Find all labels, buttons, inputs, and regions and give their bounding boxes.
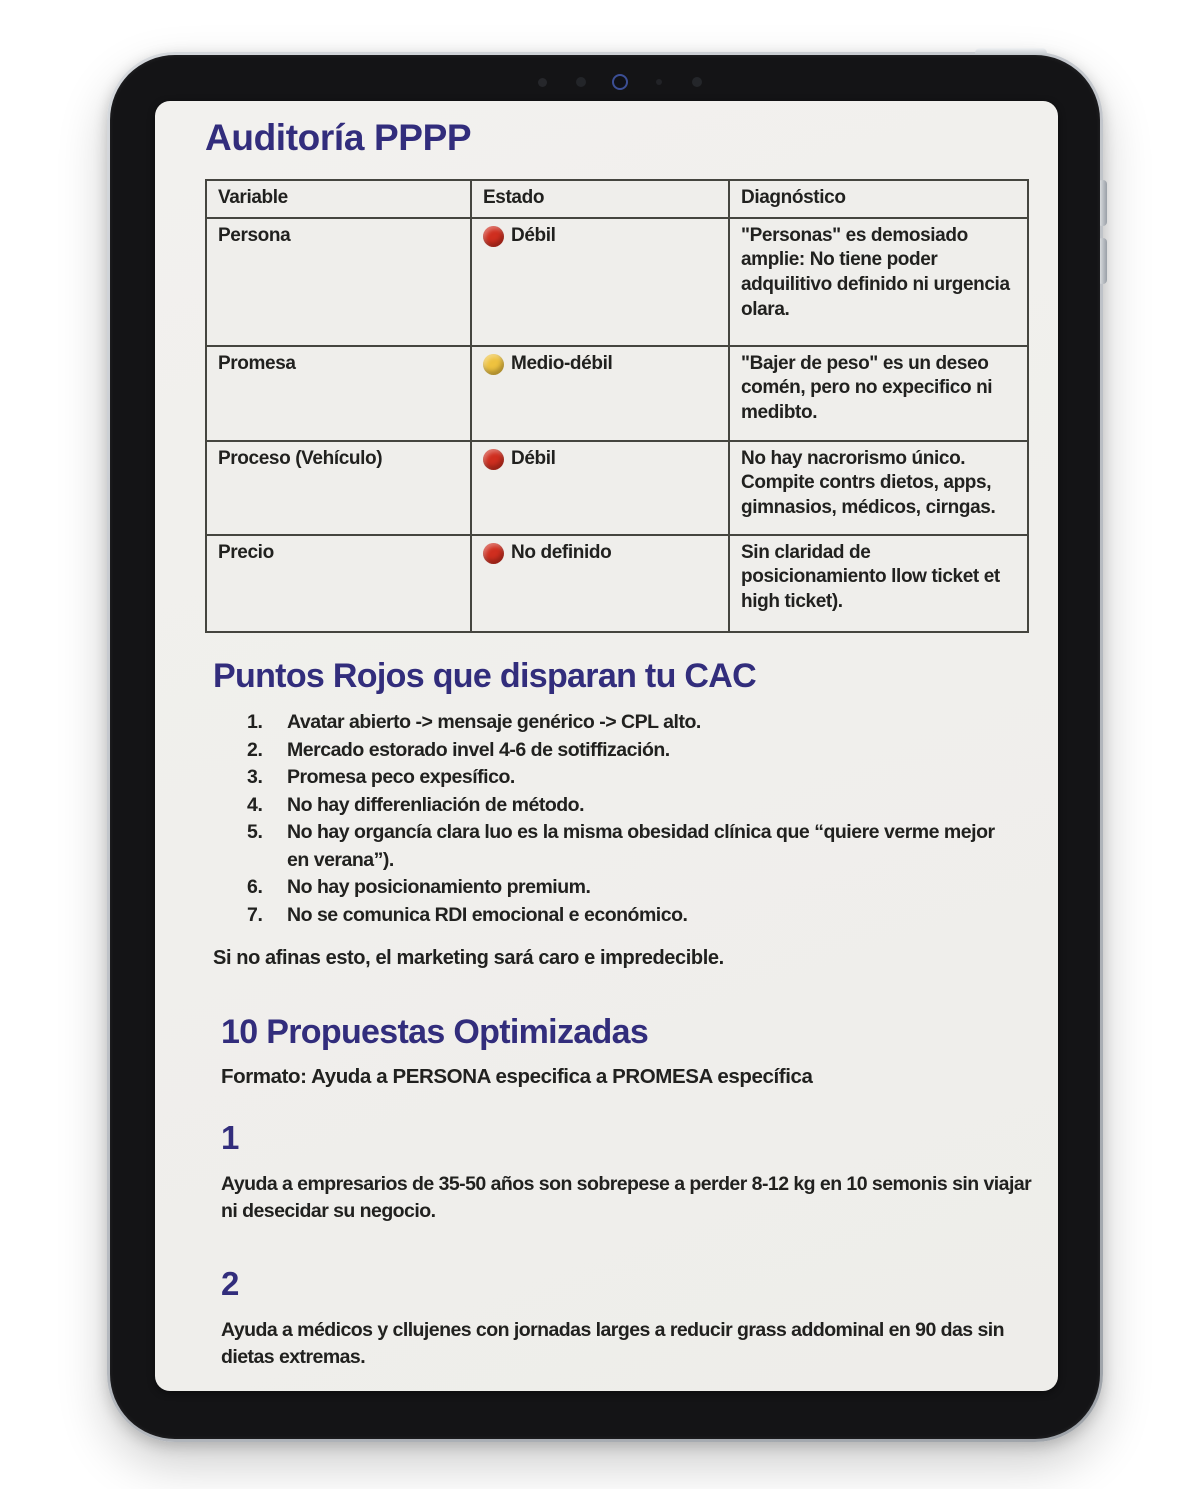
- audit-table: [205, 179, 1029, 633]
- sensor-dot-icon: [538, 78, 547, 87]
- section-heading-propuestas: 10 Propuestas Optimizadas: [221, 1013, 649, 1051]
- puntos-rojos-list: [243, 709, 1013, 929]
- list-item-text: Promesa peco expesífico.: [287, 766, 515, 788]
- list-item: [243, 874, 1013, 902]
- list-item-text: No se comunica RDI emocional e económico.: [287, 903, 688, 926]
- sensor-dot-icon: [656, 79, 662, 85]
- list-item-text: No hay differenliación de método.: [287, 793, 585, 816]
- estado-label: Medio-débil: [511, 352, 613, 374]
- status-dot-icon: [483, 354, 504, 375]
- proposal-number: 2: [221, 1265, 239, 1302]
- diagnostico-cell: "Personas" es demosiado amplie: No tiene poder adquilitivo definido ni urgencia olara.: [729, 218, 1028, 346]
- table-row: [206, 441, 1028, 535]
- status-dot-icon: [483, 543, 504, 564]
- tablet-screen: [155, 101, 1058, 1391]
- status-dot-icon: [483, 226, 504, 247]
- estado-label: No definido: [511, 541, 612, 563]
- estado-cell: [471, 218, 729, 346]
- column-header-variable: Variable: [206, 180, 471, 218]
- proposal-item: [221, 1119, 1047, 1226]
- table-row: [206, 346, 1028, 441]
- list-item-number: 4.: [247, 793, 263, 816]
- list-item: [243, 709, 1013, 737]
- list-item-number: 1.: [247, 711, 263, 733]
- sensor-dot-icon: [576, 77, 586, 87]
- estado-cell: [471, 535, 729, 632]
- list-item: [243, 764, 1013, 792]
- estado-label: Débil: [511, 447, 556, 469]
- diagnostico-cell: No hay nacrorismo único. Compite contrs dietos, apps, gimnasios, médicos, cirngas.: [729, 441, 1028, 535]
- proposal-text: Ayuda a empresarios de 35-50 años son sobrepese a perder 8-12 kg en 10 semonis sin viajar ni desecidar su negocio.: [221, 1173, 1032, 1223]
- proposal-text: Ayuda a médicos y cllujenes con jornadas larges a reducir grass addominal en 90 das sin dietas extremas.: [221, 1319, 1005, 1369]
- list-item-text: No hay organcía clara luo es la misma obesidad clínica que “quiere verme mejor en verana”).: [287, 821, 995, 871]
- list-item-number: 6.: [247, 876, 263, 898]
- variable-cell: Precio: [206, 535, 471, 632]
- diagnostico-cell: Sin claridad de posicionamiento llow ticket et high ticket).: [729, 535, 1028, 632]
- table-row: [206, 535, 1028, 632]
- list-item: [243, 819, 1013, 874]
- column-header-estado: Estado: [471, 180, 729, 218]
- table-row: [206, 218, 1028, 346]
- list-item: [243, 792, 1013, 820]
- table-header-row: [206, 180, 1028, 218]
- status-dot-icon: [483, 449, 504, 470]
- section-heading-puntos-rojos: Puntos Rojos que disparan tu CAC: [213, 657, 757, 695]
- variable-cell: Persona: [206, 218, 471, 346]
- list-item: [243, 902, 1013, 930]
- front-camera-cluster: [530, 73, 720, 91]
- list-item-number: 5.: [247, 821, 263, 843]
- estado-cell: [471, 441, 729, 535]
- proposal-number: 1: [221, 1119, 239, 1156]
- list-item-number: 7.: [247, 903, 263, 926]
- variable-cell: Proceso (Vehículo): [206, 441, 471, 535]
- page-title: Auditoría PPPP: [205, 117, 472, 158]
- tablet-bezel: [110, 55, 1100, 1439]
- sensor-dot-icon: [692, 77, 702, 87]
- estado-cell: [471, 346, 729, 441]
- column-header-diagnostico: Diagnóstico: [729, 180, 1028, 218]
- list-item: [243, 737, 1013, 765]
- warning-note: Si no afinas esto, el marketing sará caro e impredecible.: [213, 947, 724, 969]
- list-item-number: 3.: [247, 766, 263, 788]
- front-camera-icon: [614, 76, 626, 88]
- list-item-number: 2.: [247, 738, 263, 761]
- variable-cell: Promesa: [206, 346, 471, 441]
- list-item-text: No hay posicionamiento premium.: [287, 876, 591, 898]
- list-item-text: Avatar abierto -> mensaje genérico -> CPL alto.: [287, 711, 701, 733]
- estado-label: Débil: [511, 224, 556, 246]
- tablet-device: [107, 52, 1103, 1442]
- proposal-item: [221, 1265, 1047, 1372]
- format-line: Formato: Ayuda a PERSONA especifica a PROMESA específica: [221, 1065, 813, 1088]
- list-item-text: Mercado estorado invel 4-6 de sotiffización.: [287, 738, 670, 761]
- diagnostico-cell: "Bajer de peso" es un deseo comén, pero no expecifico ni medibto.: [729, 346, 1028, 441]
